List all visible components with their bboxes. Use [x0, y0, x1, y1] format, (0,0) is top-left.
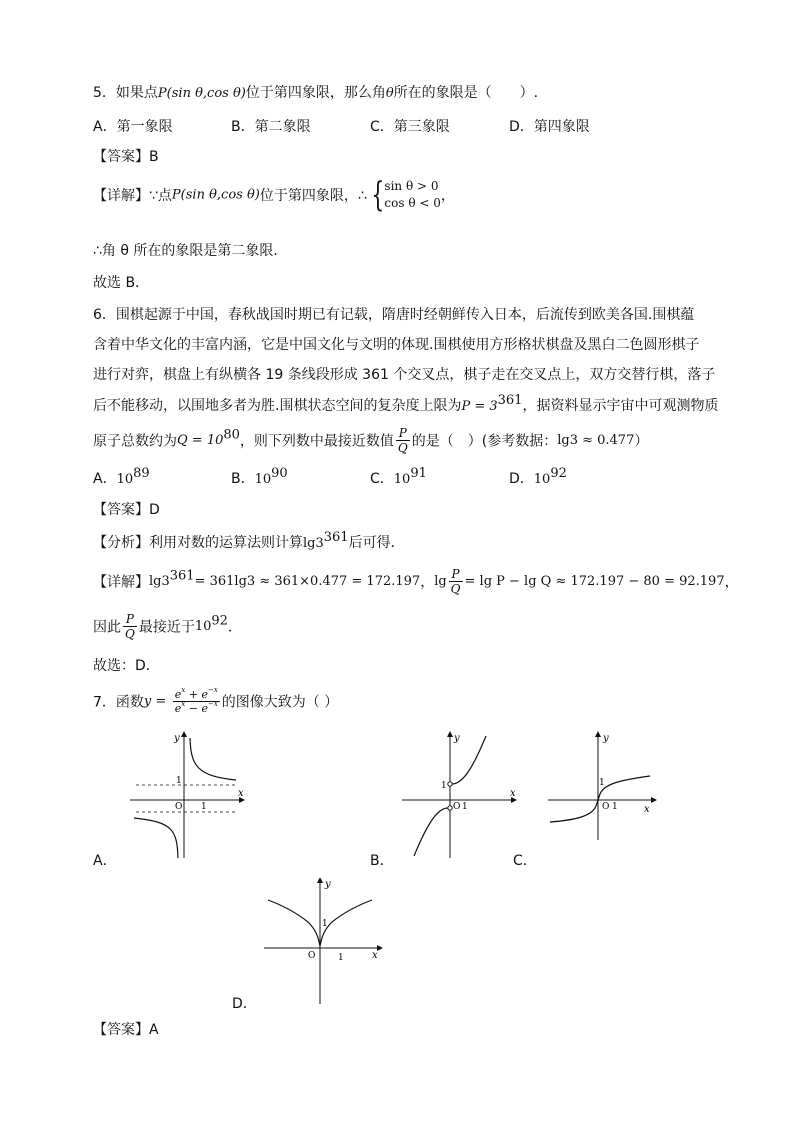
- q7-option-b-label: B．: [370, 853, 394, 869]
- q7-graph-d-origin: O: [308, 951, 316, 961]
- q7-graph-b-x-label: x: [510, 788, 516, 799]
- q5-detail: 【详解】∵点P(sin θ,cos θ)位于第四象限，∴ { sin θ > 0 cos θ < 0 ，: [93, 175, 455, 215]
- q6-line-5: 原子总数约为$Q = 10^{80}$，则下列数中最接近数值 $\frac{P}{Q}$ 的是（ ）(参考数据：lg3 ≈ 0.477）: [93, 426, 649, 455]
- q5-option-c: C．第三象限: [370, 119, 450, 135]
- q6-line-3: 进行对弈，棋盘上有纵横各 19 条线段形成 361 个交叉点，棋子走在交叉点上，双方交替行棋，落子: [93, 367, 716, 383]
- q6-option-b: B．$10^{90}$: [231, 466, 288, 487]
- q7-graph-a: [126, 730, 246, 860]
- q7-graph-d: [262, 878, 386, 1006]
- q5-choose: 故选 B．: [93, 275, 150, 291]
- q6-fraction-pq: $\frac{P}{Q}$: [397, 426, 408, 455]
- q7-graph-a-one-x: 1: [201, 802, 207, 812]
- q7-graph-c-y-label: y: [603, 733, 609, 744]
- q7-graph-a-one-y: 1: [176, 776, 182, 786]
- q7-graph-d-y-label: y: [325, 879, 331, 890]
- q7-graph-b-one-x: 1: [462, 802, 468, 812]
- q7-option-c-label: C．: [513, 853, 537, 869]
- q5-point: P(sin θ,cos θ): [157, 86, 246, 101]
- q7-graph-b-origin: O: [453, 802, 461, 812]
- q7-graph-b-one-y: 1: [441, 781, 447, 791]
- q6-line-4: 后不能移动，以围地多者为胜.围棋状态空间的复杂度上限为$P = 3^{361}$，据资料显示宇宙中可观测物质: [93, 393, 719, 414]
- q7-graph-c-one-y: 1: [599, 778, 605, 788]
- q7-graph-a-x-label: x: [238, 788, 244, 799]
- q6-analysis: 【分析】利用对数的运算法则计算$\lg 3^{361}$后可得．: [93, 530, 405, 551]
- q5-system-brace: {: [371, 175, 385, 215]
- q7-graph-d-one-y: 1: [322, 919, 328, 929]
- q5-answer: 【答案】B: [93, 149, 159, 165]
- q5-system: sin θ > 0 cos θ < 0: [384, 179, 441, 210]
- q6-detail-fraction: $\frac{P}{Q}$: [450, 567, 461, 596]
- q7-option-a-label: A．: [93, 853, 117, 869]
- q7-graph-a-origin: O: [175, 802, 183, 812]
- q6-answer: 【答案】D: [93, 502, 160, 518]
- q7-stem: 7．函数y = $\frac{e^x + e^{-x}}{e^x - e^{-x}}$ 的图像大致为（ ）: [93, 686, 339, 715]
- q6-option-a: A．$10^{89}$: [93, 466, 150, 487]
- q7-graph-c-x-label: x: [644, 804, 650, 815]
- q5-option-d: D．第四象限: [509, 119, 590, 135]
- q6-detail: 【详解】$\lg 3^{361}= 361\lg 3 \approx 361\times 0.477 = 172.197$，lg $\frac{P}{Q}$ = lg P − lg Q ≈ 172.197 − 80 = 92.197，: [93, 567, 739, 596]
- q6-hence-fraction: $\frac{P}{Q}$: [125, 612, 135, 641]
- q7-graph-b-y-label: y: [454, 733, 460, 744]
- q7-graph-d-x-label: x: [372, 950, 378, 961]
- q6-line-1: 6．围棋起源于中国，春秋战国时期已有记载，隋唐时经朝鲜传入日本，后流传到欧美各国.围棋蕴: [93, 307, 695, 323]
- q7-graph-d-one-x: 1: [338, 953, 344, 963]
- q5-conclusion: ∴角 θ 所在的象限是第二象限．: [93, 243, 288, 259]
- q6-choose: 故选：D．: [93, 658, 160, 674]
- q7-graph-c: [546, 730, 658, 842]
- q7-graph-c-one-x: 1: [612, 802, 618, 812]
- q5-option-a: A．第一象限: [93, 119, 173, 135]
- q7-function-fraction: $\frac{e^x + e^{-x}}{e^x - e^{-x}}$: [174, 686, 218, 715]
- q7-option-d-label: D．: [232, 996, 257, 1012]
- q7-graph-a-y-label: y: [174, 733, 180, 744]
- q5-option-b: B．第二象限: [231, 119, 311, 135]
- q6-option-c: C．$10^{91}$: [370, 466, 427, 487]
- q6-hence: 因此 $\frac{P}{Q}$ 最接近于$10^{92}$．: [93, 612, 242, 641]
- q7-answer: 【答案】A: [93, 1022, 159, 1038]
- q6-option-d: D．$10^{92}$: [509, 466, 567, 487]
- q7-graph-b: [400, 730, 518, 860]
- q6-line-2: 含着中华文化的丰富内涵，它是中国文化与文明的体现.围棋使用方形格状棋盘及黑白二色圆形棋子: [93, 337, 700, 353]
- q5-stem: 5．如果点P(sin θ,cos θ)位于第四象限，那么角θ所在的象限是（ ）.: [93, 85, 539, 101]
- q7-graph-c-origin: O: [602, 802, 610, 812]
